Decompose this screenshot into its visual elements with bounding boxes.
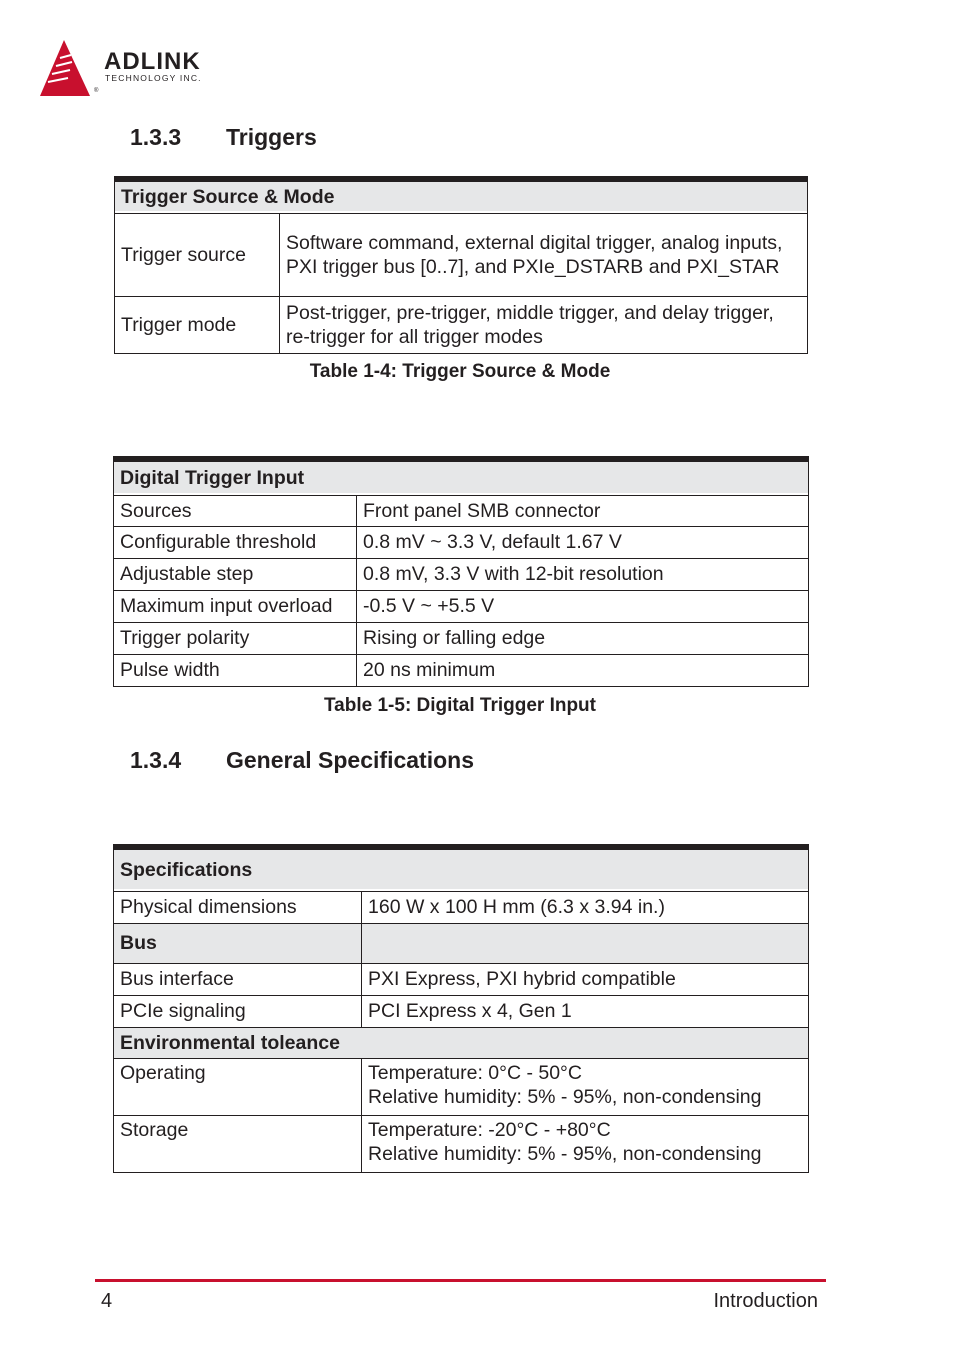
chapter-name: Introduction (713, 1290, 818, 1312)
row-label: Storage (114, 1115, 362, 1172)
table-row (115, 296, 808, 353)
row-value (362, 1115, 809, 1172)
table-row (114, 1058, 809, 1115)
value-line: Temperature: 0°C - 50°C (368, 1061, 582, 1084)
row-label: Trigger mode (115, 296, 280, 353)
group-label: Environmental toleance (114, 1027, 809, 1058)
row-value: 20 ns minimum (357, 654, 809, 686)
row-label: Maximum input overload (114, 590, 357, 622)
section-heading-general-specifications (130, 747, 474, 774)
section-number: 1.3.3 (130, 124, 182, 150)
logo-name: ADLINK (104, 48, 201, 75)
table-group-row (114, 923, 809, 963)
table-caption: Table 1-5: Digital Trigger Input (323, 695, 596, 716)
group-label: Bus (114, 923, 362, 963)
table-row (114, 654, 809, 686)
table-header: Digital Trigger Input (114, 459, 809, 495)
row-value: Front panel SMB connector (357, 495, 809, 526)
section-title: Triggers (226, 124, 317, 150)
table-header-row (114, 847, 809, 891)
row-label: Adjustable step (114, 558, 357, 590)
registered-mark: ® (94, 88, 99, 94)
row-value: 160 W x 100 H mm (6.3 x 3.94 in.) (362, 891, 809, 923)
row-value: 0.8 mV, 3.3 V with 12-bit resolution (357, 558, 809, 590)
section-number: 1.3.4 (130, 747, 182, 773)
row-label: Trigger polarity (114, 622, 357, 654)
table-row (114, 495, 809, 526)
table-row (115, 213, 808, 296)
table-group-row (114, 1027, 809, 1058)
adlink-logo (38, 38, 238, 100)
row-value (362, 1058, 809, 1115)
row-value: PCI Express x 4, Gen 1 (362, 995, 809, 1027)
value-line: Relative humidity: 5% - 95%, non-condensing (368, 1085, 762, 1108)
row-value: Software command, external digital trigger, analog inputs, PXI trigger bus [0..7], and PXIe_DSTARB and PXI_STAR (280, 213, 808, 296)
trigger-source-mode-table (114, 176, 808, 354)
table-header: Specifications (114, 847, 809, 891)
section-heading-triggers (130, 124, 317, 151)
value-line: Temperature: -20°C - +80°C (368, 1118, 611, 1141)
table-row (114, 622, 809, 654)
table-row (114, 1115, 809, 1172)
table-caption: Table 1-4: Trigger Source & Mode (309, 361, 611, 382)
row-value: -0.5 V ~ +5.5 V (357, 590, 809, 622)
general-specifications-table (113, 844, 809, 1173)
digital-trigger-input-table (113, 456, 809, 687)
table-row (114, 558, 809, 590)
row-label: Bus interface (114, 963, 362, 995)
page-number: 4 (101, 1290, 113, 1312)
value-line: Relative humidity: 5% - 95%, non-condensing (368, 1142, 762, 1165)
logo-subtitle: TECHNOLOGY INC. (105, 73, 202, 83)
table-header-row (114, 459, 809, 495)
adlink-triangle-icon (38, 38, 100, 98)
group-empty-cell (362, 923, 809, 963)
table-row (114, 995, 809, 1027)
row-value: 0.8 mV ~ 3.3 V, default 1.67 V (357, 526, 809, 558)
row-label: Trigger source (115, 213, 280, 296)
row-label: Physical dimensions (114, 891, 362, 923)
table-header: Trigger Source & Mode (115, 179, 808, 213)
row-value: Post-trigger, pre-trigger, middle trigger, and delay trigger, re-trigger for all trigger modes (280, 296, 808, 353)
table-row (114, 590, 809, 622)
footer-rule (95, 1279, 826, 1282)
row-value: PXI Express, PXI hybrid compatible (362, 963, 809, 995)
row-label: Operating (114, 1058, 362, 1115)
table-row (114, 526, 809, 558)
row-label: Pulse width (114, 654, 357, 686)
section-title: General Specifications (226, 747, 474, 773)
row-label: Configurable threshold (114, 526, 357, 558)
table-row (114, 891, 809, 923)
table-header-row (115, 179, 808, 213)
row-value: Rising or falling edge (357, 622, 809, 654)
row-label: Sources (114, 495, 357, 526)
table-row (114, 963, 809, 995)
row-label: PCIe signaling (114, 995, 362, 1027)
